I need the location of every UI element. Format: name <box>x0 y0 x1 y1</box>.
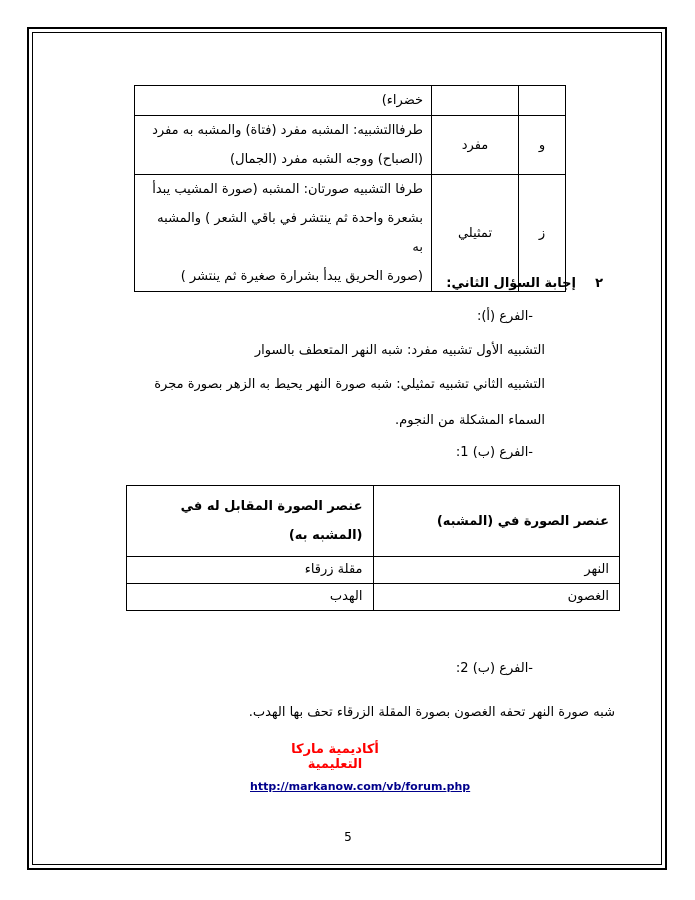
branch-b1-label: -الفرع (ب) 1: <box>455 445 533 460</box>
description-line: بشعرة واحدة ثم ينتشر في باقي الشعر ) والمشبه به <box>157 211 423 255</box>
table-cell: مقلة زرقاء <box>127 557 374 584</box>
row-letter: ز <box>519 175 566 292</box>
description-line: (الصباح) ووجه الشبه مفرد (الجمال) <box>230 152 423 167</box>
table-row <box>135 86 566 116</box>
description-line: طرفاالتشبيه: المشبه مفرد (فتاة) والمشبه به مفرد <box>152 123 423 138</box>
section-heading <box>446 276 603 291</box>
branch-a-line-1: التشبيه الأول تشبيه مفرد: شبه النهر المتعطف بالسوار <box>254 343 545 358</box>
row-letter: و <box>519 116 566 175</box>
simile-description <box>135 175 432 292</box>
table-cell: الغصون <box>373 584 620 611</box>
simile-type <box>432 86 519 116</box>
similes-table <box>134 85 566 292</box>
simile-type: تمثيلي <box>432 175 519 292</box>
description-line: (صورة الحريق يبدأ بشرارة صغيرة ثم ينتشر ) <box>180 269 423 284</box>
simile-description <box>135 86 432 116</box>
table-row <box>127 584 620 611</box>
section-title: إجابة السؤال الثاني: <box>446 276 576 291</box>
table-row <box>135 175 566 292</box>
academy-name: أكاديمية ماركا التعليمية <box>291 742 379 772</box>
page-number: 5 <box>344 830 352 844</box>
description-line: طرفا التشبيه صورتان: المشبه (صورة المشيب يبدأ <box>152 182 423 197</box>
branch-b2-label: -الفرع (ب) 2: <box>455 661 533 676</box>
forum-link[interactable]: http://markanow.com/vb/forum.php <box>250 780 471 793</box>
section-number: ٢ <box>595 276 603 291</box>
table-header-row <box>127 486 620 557</box>
row-letter <box>519 86 566 116</box>
branch-a-line-2: التشبيه الثاني تشبيه تمثيلي: شبه صورة النهر يحيط به الزهر بصورة مجرة <box>154 377 545 392</box>
description-line: خضراء) <box>381 93 423 108</box>
conclusion-text: شبه صورة النهر تحفه الغصون بصورة المقلة الزرقاء تحف بها الهدب. <box>248 705 615 720</box>
table-row <box>135 116 566 175</box>
simile-type: مفرد <box>432 116 519 175</box>
image-elements-table <box>126 485 620 611</box>
table-cell: النهر <box>373 557 620 584</box>
branch-a-label: -الفرع (أ): <box>476 309 533 324</box>
branch-a-line-3: السماء المشكلة من النجوم. <box>395 413 545 428</box>
table-cell: الهدب <box>127 584 374 611</box>
table-row <box>127 557 620 584</box>
column-header: عنصر الصورة في (المشبه) <box>373 486 620 557</box>
column-header: عنصر الصورة المقابل له في (المشبه به) <box>127 486 374 557</box>
simile-description <box>135 116 432 175</box>
